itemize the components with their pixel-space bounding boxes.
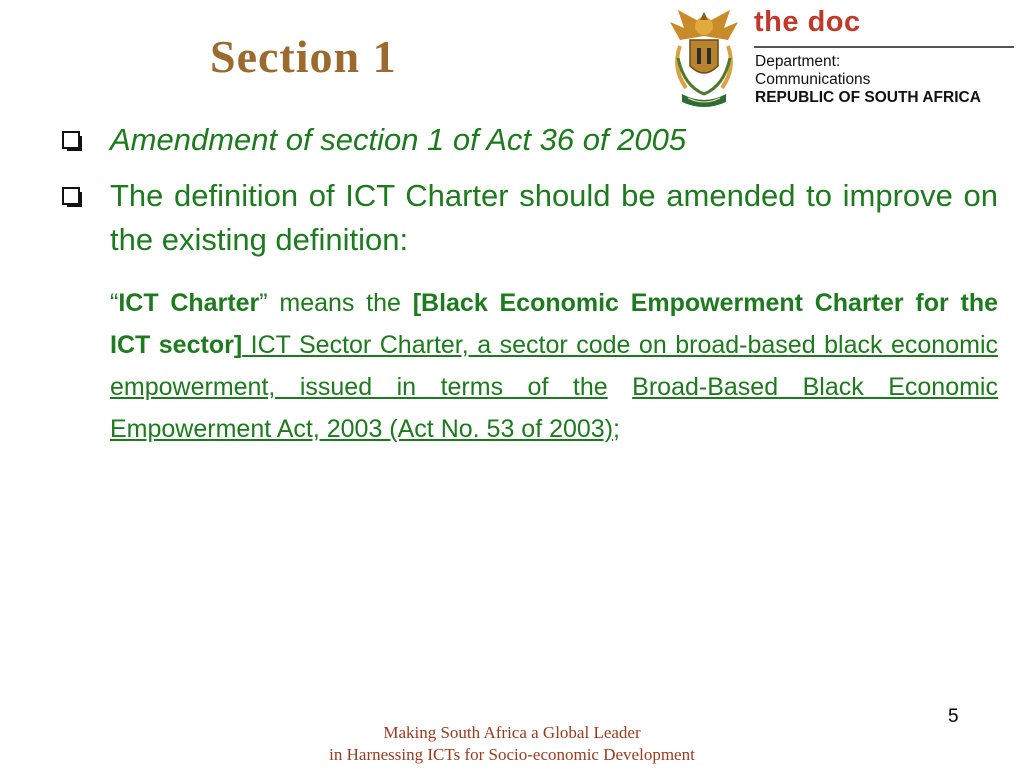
spacer-text bbox=[608, 373, 633, 401]
communications-line: Communications bbox=[755, 71, 871, 88]
logo-divider bbox=[754, 46, 1014, 48]
deleted-bracket-text: [Black Economic Empowerment Charter for the ICT sector] bbox=[110, 289, 998, 359]
brand-name bbox=[754, 6, 861, 39]
brand-doc: doc bbox=[807, 6, 861, 38]
page-number: 5 bbox=[948, 706, 959, 727]
inserted-text: ICT Sector Charter, a sector code on broad-based black economic empowerment, issued in terms of the bbox=[110, 331, 998, 401]
department-line: Department: bbox=[755, 53, 841, 70]
hollow-square-bullet-icon bbox=[62, 187, 84, 209]
republic-line: REPUBLIC OF SOUTH AFRICA bbox=[755, 89, 981, 106]
definition-paragraph bbox=[110, 282, 998, 450]
inserted-act-text: Broad-Based Black Economic Empowerment Act, 2003 (Act No. 53 of 2003) bbox=[110, 373, 998, 443]
semicolon: ; bbox=[613, 415, 620, 443]
bullet-text: Amendment of section 1 of Act 36 of 2005 bbox=[110, 122, 687, 157]
bullet-item bbox=[58, 118, 998, 162]
bullet-item bbox=[58, 174, 998, 262]
open-quote: “ bbox=[110, 289, 119, 317]
defined-term: ICT Charter bbox=[118, 289, 260, 317]
close-quote: ” bbox=[259, 289, 268, 317]
hollow-square-bullet-icon bbox=[62, 131, 84, 153]
slide-title: Section 1 bbox=[210, 31, 397, 82]
footer-line-2: in Harnessing ICTs for Socio-economic Development bbox=[329, 745, 695, 764]
means-text: means the bbox=[267, 289, 413, 317]
footer-line-1: Making South Africa a Global Leader bbox=[383, 723, 641, 742]
bullet-list bbox=[58, 118, 998, 274]
footer bbox=[0, 722, 1024, 766]
bullet-text: The definition of ICT Charter should be amended to improve on the existing definition: bbox=[110, 178, 998, 257]
coat-of-arms-icon bbox=[664, 6, 744, 110]
brand-the: the bbox=[754, 6, 799, 38]
doc-logo bbox=[664, 4, 1020, 112]
department-text bbox=[755, 53, 981, 107]
